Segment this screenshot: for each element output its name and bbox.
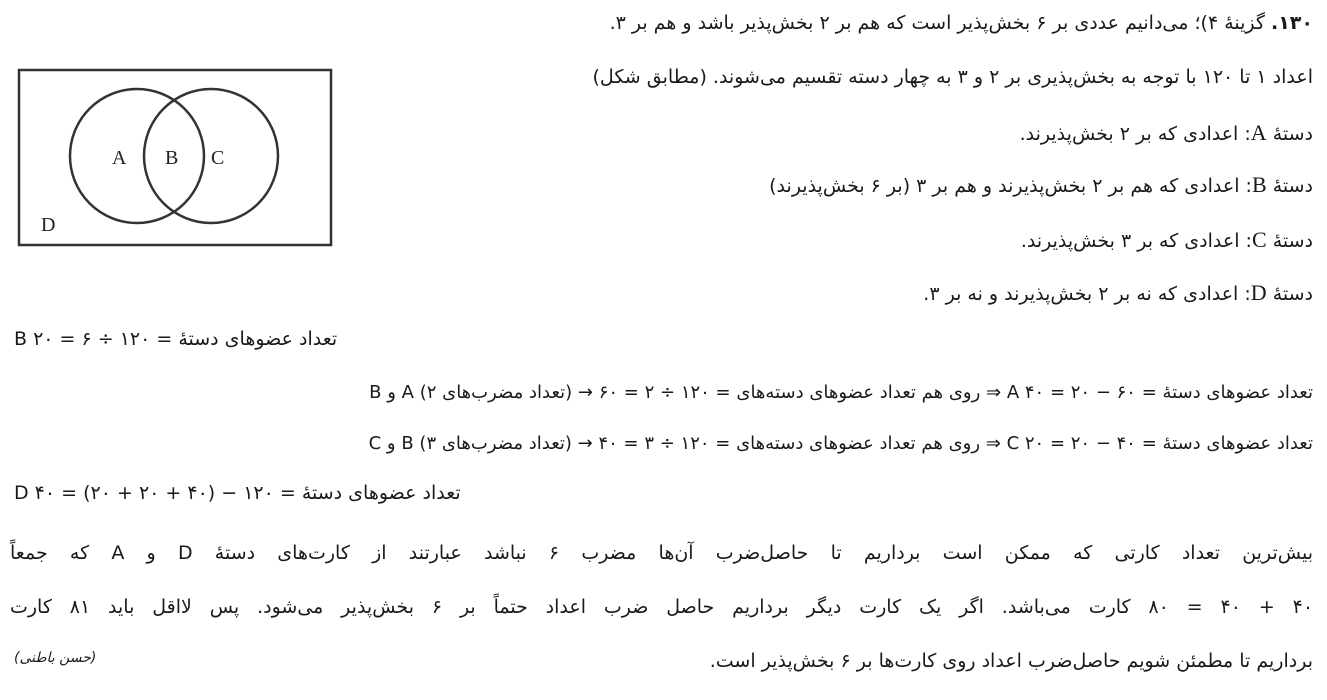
group-letter-a: A [1250,120,1267,145]
group-b-line [769,172,1313,198]
group-c-line [1021,227,1313,253]
group-d-line [923,280,1313,306]
group-desc: : اعدادی که بر ۳ بخش‌پذیرند. [1020,230,1252,252]
group-desc: : اعدادی که نه بر ۲ بخش‌پذیرند و نه بر ۳. [923,283,1251,305]
group-desc: : اعدادی که بر ۲ بخش‌پذیرند. [1019,123,1251,145]
question-intro: گزینهٔ ۴)؛ می‌دانیم عددی بر ۶ بخش‌پذیر است که هم بر ۲ بخش‌پذیر باشد و هم بر ۳. [609,12,1265,34]
equation-4: D تعداد عضوهای دستهٔ = ۱۲۰ − (۴۰ + ۲۰ + ۲۰) = ۴۰ [14,482,461,504]
group-prefix: دستهٔ [1272,230,1313,252]
venn-label-b: B [165,147,179,169]
venn-diagram [17,68,335,248]
author-credit: (حسن باطنی) [14,650,97,666]
question-intro-line [610,12,1313,34]
conclusion-line-2: ۴۰ + ۴۰ = ۸۰ کارت می‌باشد. اگر یک کارت دیگر برداریم حاصل ضرب اعداد حتماً بر ۶ بخش‌پذیر می‌شود. پس لااقل باید ۸۱ کارت [10,596,1314,618]
venn-label-a: A [112,147,127,169]
group-desc: : اعدادی که هم بر ۲ بخش‌پذیرند و هم بر ۳ (بر ۶ بخش‌پذیرند) [769,175,1252,197]
equation-2: B و A روی هم تعداد عضوهای دسته‌های = ۱۲۰ ÷ ۲ = ۶۰ → (تعداد مضرب‌های ۲) ⇒ A تعداد عضوهای دستهٔ = ۶۰ − ۲۰ = ۴۰ [369,382,1313,403]
group-letter-d: D [1250,280,1267,305]
group-letter-b: B [1251,172,1267,197]
group-prefix: دستهٔ [1272,123,1313,145]
division-line: اعداد ۱ تا ۱۲۰ با توجه به بخش‌پذیری بر ۲ و ۳ به چهار دسته تقسیم می‌شوند. (مطابق شکل) [592,66,1313,88]
conclusion-line-1: بیش‌ترین تعداد کارتی که ممکن است برداریم تا حاصل‌ضرب آن‌ها مضرب ۶ نباشد عبارتند از کارت‌های دستهٔ D و A که جمعاً [10,542,1313,564]
group-prefix: دستهٔ [1272,283,1313,305]
group-prefix: دستهٔ [1272,175,1313,197]
question-number: ۱۳۰. [1270,12,1313,34]
venn-label-d: D [41,214,56,236]
equation-1: B تعداد عضوهای دستهٔ = ۱۲۰ ÷ ۶ = ۲۰ [14,328,338,350]
group-letter-c: C [1251,227,1267,252]
equation-3: C و B روی هم تعداد عضوهای دسته‌های = ۱۲۰ ÷ ۳ = ۴۰ → (تعداد مضرب‌های ۳) ⇒ C تعداد عضوهای دستهٔ = ۴۰ − ۲۰ = ۲۰ [368,433,1313,454]
circle-left [70,89,204,223]
conclusion-line-3: برداریم تا مطمئن شویم حاصل‌ضرب اعداد روی کارت‌ها بر ۶ بخش‌پذیر است. [709,650,1313,672]
group-a-line [1020,120,1313,146]
venn-label-c: C [211,147,225,169]
